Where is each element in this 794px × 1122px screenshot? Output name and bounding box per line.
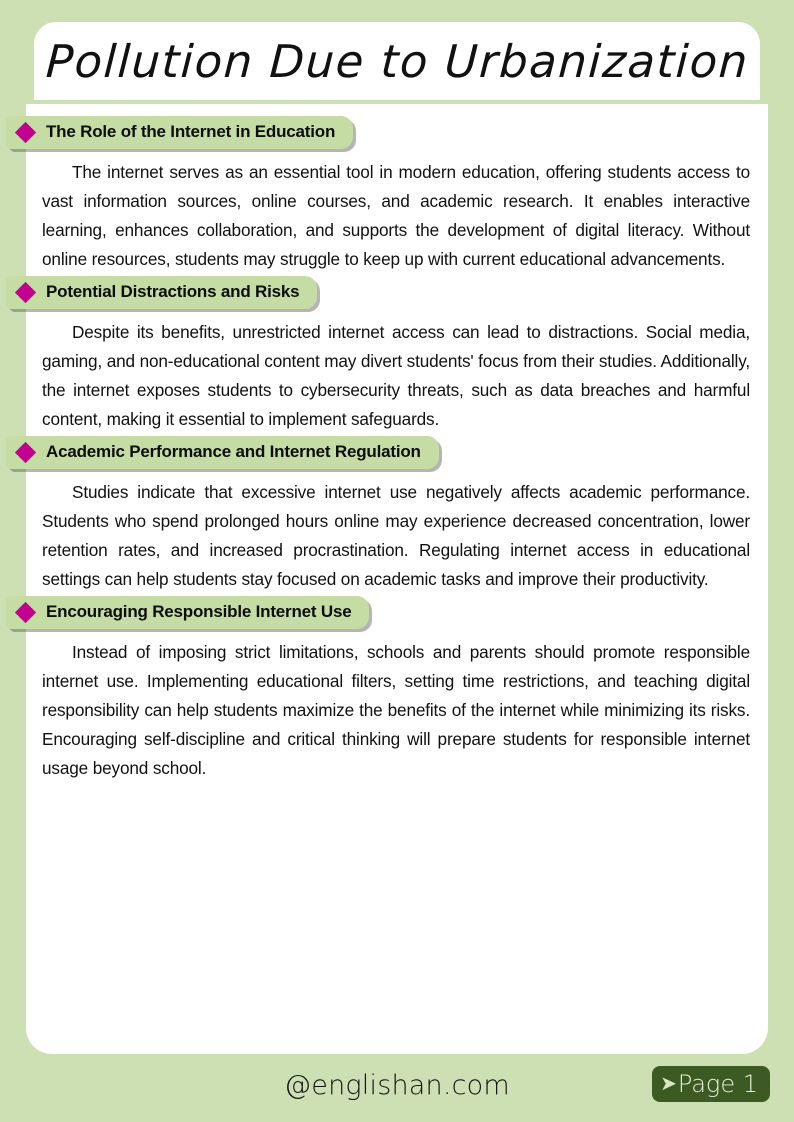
section-3 [0, 436, 794, 594]
arrow-right-icon: ➤ [660, 1071, 677, 1095]
section-heading-1 [6, 116, 353, 149]
section-heading-label: Encouraging Responsible Internet Use [46, 602, 352, 621]
section-2 [0, 276, 794, 434]
diamond-icon [15, 281, 36, 302]
section-heading-label: The Role of the Internet in Education [46, 122, 336, 141]
site-attribution: @englishan.com [284, 1070, 510, 1101]
section-4 [0, 596, 794, 783]
section-body-4: Instead of imposing strict limitations, schools and parents should promote responsible internet use. Implementing educational filters, setting time restrictions, and teaching digital responsibility can help students maximize the benefits of the internet while minimizing its risks. Encouraging self-discipline and critical thinking will prepare students for responsible internet usage beyond school. [42, 642, 750, 778]
page-footer [0, 1054, 794, 1122]
diamond-icon [15, 441, 36, 462]
section-heading-label: Academic Performance and Internet Regulation [46, 442, 421, 461]
section-heading-3 [6, 436, 439, 469]
diamond-icon [15, 121, 36, 142]
section-body-2: Despite its benefits, unrestricted internet access can lead to distractions. Social media, gaming, and non-educational content may divert students' focus from their studies. Additionally, the internet exposes students to cybersecurity threats, such as data breaches and harmful content, making it essential to implement safeguards. [42, 322, 750, 429]
section-heading-2 [6, 276, 317, 309]
page-number-label: Page 1 [677, 1070, 758, 1098]
sections-container [0, 116, 794, 785]
page-number-badge [652, 1066, 770, 1102]
section-body-3: Studies indicate that excessive internet use negatively affects academic performance. Students who spend prolonged hours online may experience decreased concentration, lower retention rates, and increased procrastination. Regulating internet access in educational settings can help students stay focused on academic tasks and improve their productivity. [42, 482, 750, 589]
section-body-1: The internet serves as an essential tool in modern education, offering students access to vast information sources, online courses, and academic research. It enables interactive learning, enhances collaboration, and supports the development of digital literacy. Without online resources, students may struggle to keep up with current educational advancements. [42, 162, 750, 269]
section-heading-4 [6, 596, 369, 629]
section-1 [0, 116, 794, 274]
diamond-icon [15, 601, 36, 622]
page-title: Pollution Due to Urbanization [44, 34, 750, 88]
title-card [34, 22, 760, 100]
section-heading-label: Potential Distractions and Risks [46, 282, 300, 301]
